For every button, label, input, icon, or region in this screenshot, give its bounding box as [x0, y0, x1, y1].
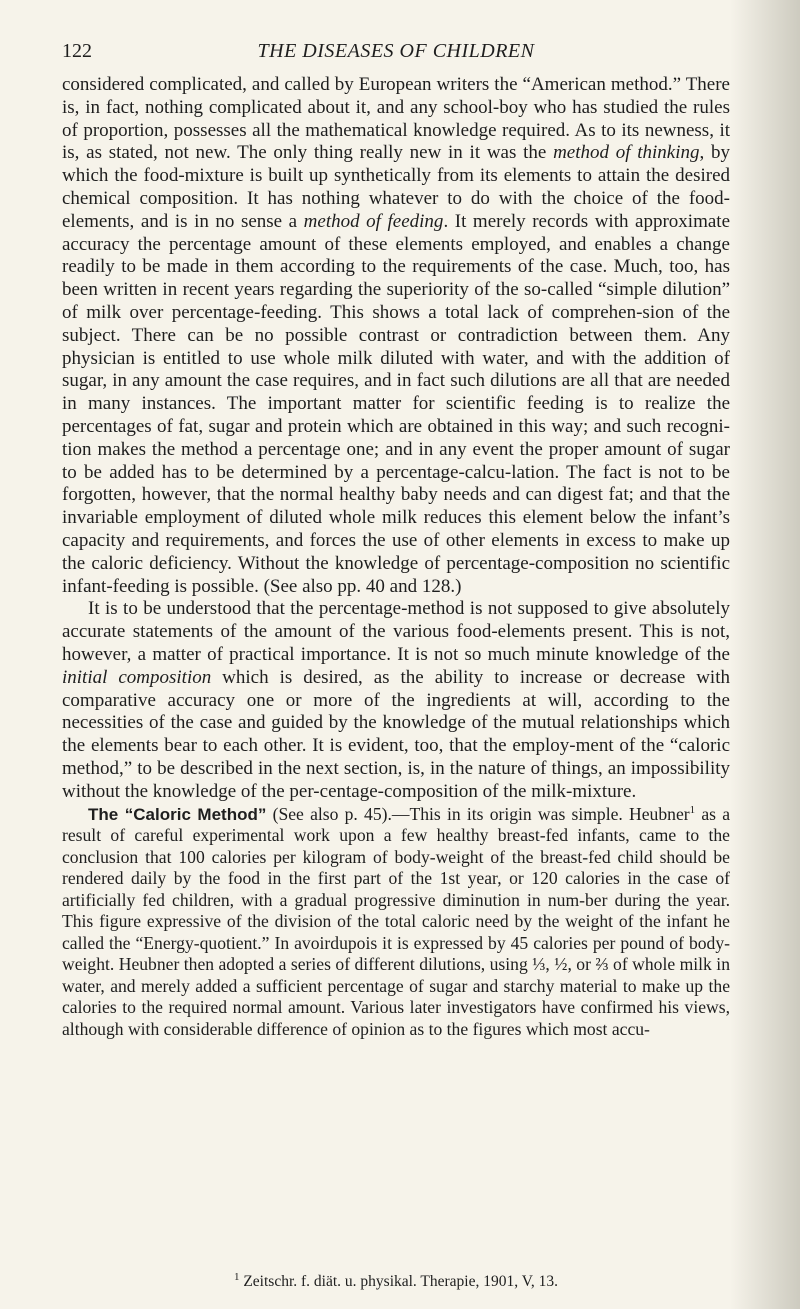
footnote-text: Zeitschr. f. diät. u. physikal. Therapie, 1901, V, 13.	[239, 1273, 559, 1290]
running-header	[62, 38, 730, 64]
footnote-ref: 1	[689, 803, 696, 816]
running-title: THE DISEASES OF CHILDREN	[257, 40, 535, 62]
paragraph-2: It is to be understood that the percentage-method is not supposed to give absolutely accurate statements of the amount of the various food-elements present. This is not, however, a matter of practical importance. It is not so much minute knowledge of the initial composition which is desired, as the ability to increase or decrease with comparative accuracy one or more of the ingredients at will, according to the necessities of the case and guided by the knowledge of the mutual relationships which the elements bear to each other. It is evident, too, that the employ-ment of the “caloric method,” to be described in the next section, is, in the nature of things, an impossibility without the knowledge of the per-centage-composition of the milk-mixture.	[62, 598, 730, 802]
emphasis: initial composition	[62, 666, 212, 688]
paragraph-3: The “Caloric Method” (See also p. 45).—This in its origin was simple. Heubner$^1$ as a result of careful experimental work upon a few healthy breast-fed infants, came to the conclusion that 100 calories per kilogram of body-weight of the breast-fed child should be rendered daily by the food in the first part of the 1st year, or 120 calories in the case of artificially fed children, with a gradual progressive diminution in num-ber during the year. This figure expressive of the division of the total caloric need by the weight of the infant he called the “Energy-quotient.” In avoirdupois it is expressed by 45 calories per pound of body-weight. Heubner then adopted a series of different dilutions, using ⅓, ½, or ⅔ of whole milk in water, and merely added a sufficient percentage of sugar and starchy material to make up the calories to the required normal amount. Various later investigators have confirmed his views, although with considerable difference of opinion as to the figures which most accu-	[62, 803, 731, 1039]
page-edge-shadow	[730, 0, 800, 1309]
page-number: 122	[62, 40, 92, 62]
footnote-marker: 1	[233, 1270, 240, 1283]
emphasis: method of thinking	[553, 142, 700, 164]
section-heading: The “Caloric Method”	[88, 804, 267, 824]
body-text	[62, 74, 730, 1040]
paragraph-1: considered complicated, and called by European writers the “American method.” There is, in fact, nothing complicated about it, and any school-boy who has studied the rules of proportion, possesses all the mathematical knowledge required. As to its newness, it is, as stated, not new. The only thing really new in it was the method of thinking, by which the food-mixture is built up synthetically from its elements to attain the desired chemical composition. It has nothing whatever to do with the choice of the food-elements, and is in no sense a method of feeding. It merely records with approximate accuracy the percentage amount of these elements employed, and enables a change readily to be made in them according to the requirements of the case. Much, too, has been written in recent years regarding the superiority of the so-called “simple dilution” of milk over percentage-feeding. This shows a total lack of comprehen-sion of the subject. There can be no possible contrast or contradiction between them. Any physician is entitled to use whole milk diluted with water, and with the addition of sugar, in any amount the case requires, and in fact such dilutions are all that are needed in many instances. The important matter for scientific feeding is to realize the percentages of fat, sugar and protein which are obtained in this way; and such recogni-tion makes the method a percentage one; and in any event the proper amount of sugar to be added has to be determined by a percentage-calcu-lation. The fact is not to be forgotten, however, that the normal healthy baby needs and can digest fat; and that the invariable employment of diluted whole milk reduces this element below the infant’s capacity and requirements, and forces the use of other elements in excess to make up the caloric deficiency. Without the knowledge of percentage-composition no scientific infant-feeding is possible. (See also pp. 40 and 128.)	[62, 74, 730, 597]
footnote	[62, 1272, 730, 1292]
emphasis: method of feeding	[303, 210, 444, 232]
